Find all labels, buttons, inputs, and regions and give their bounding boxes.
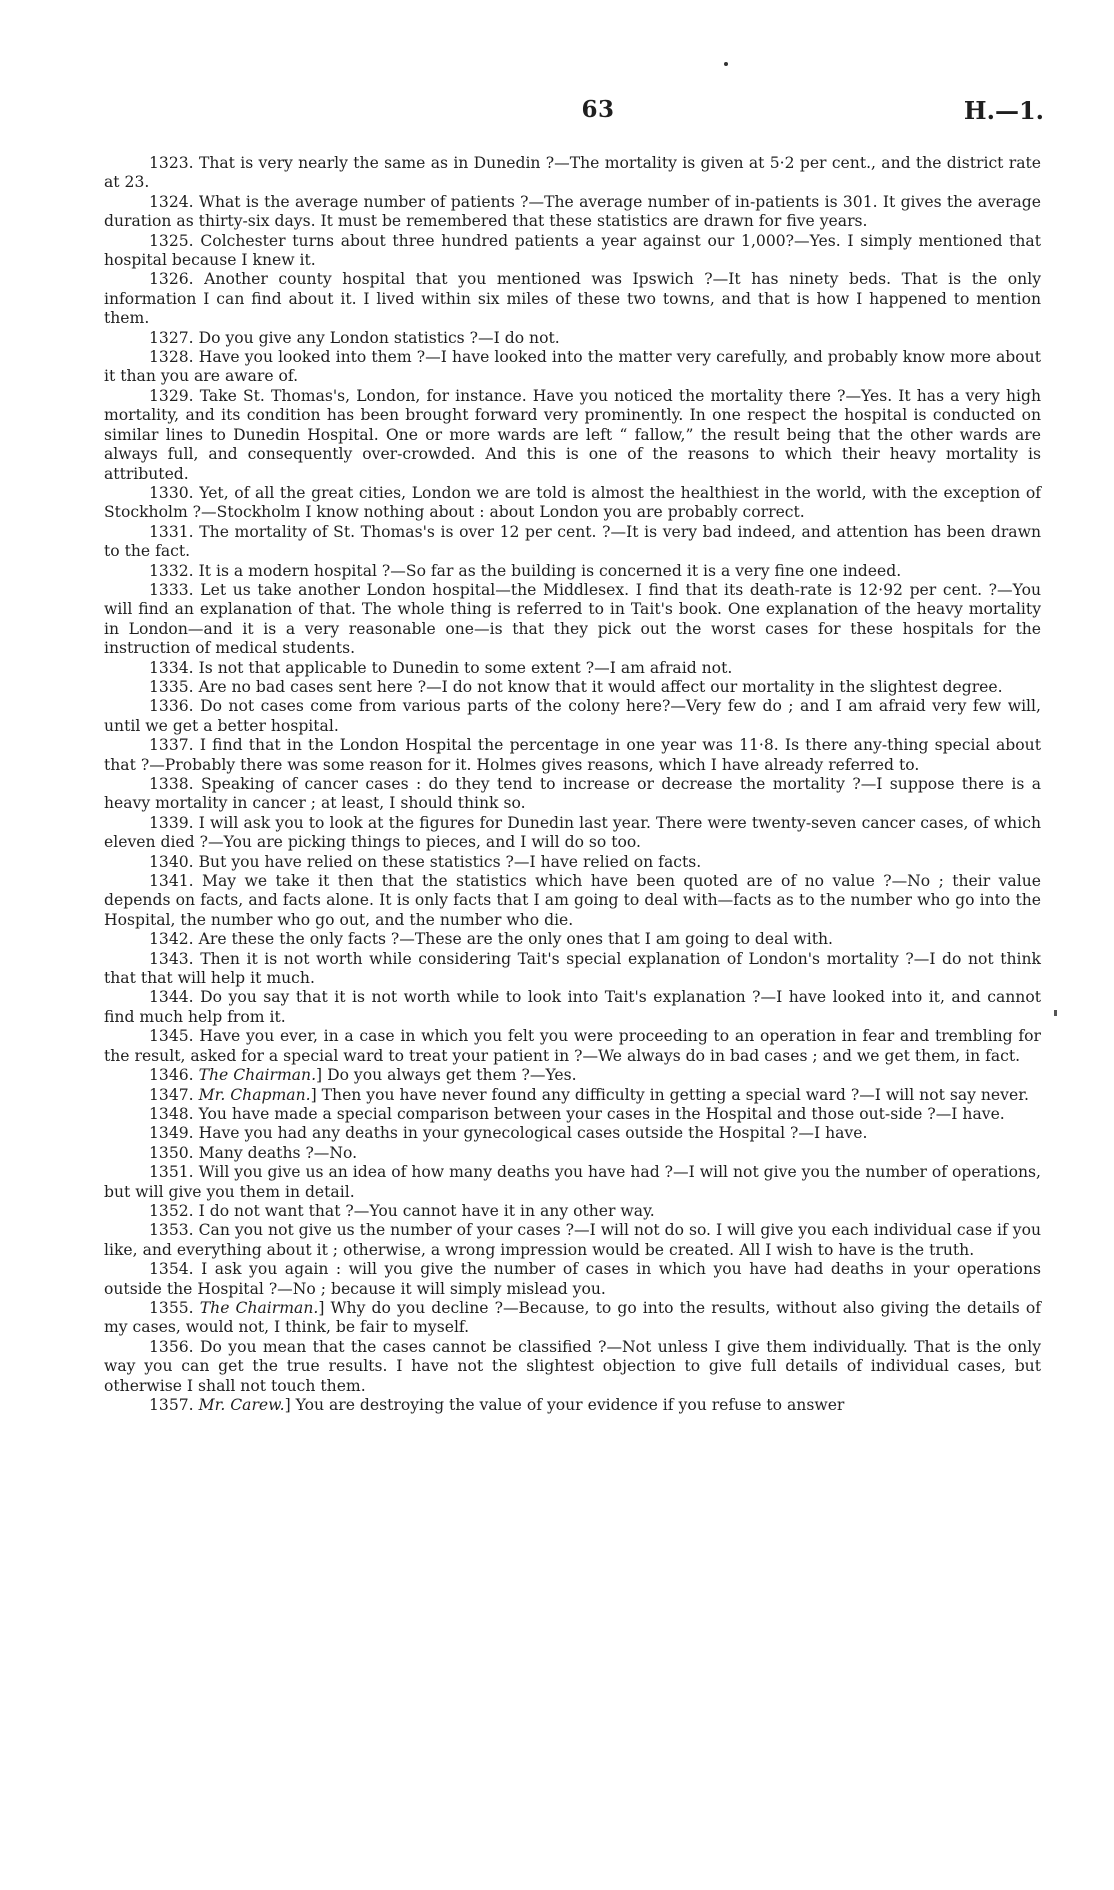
testimony-paragraph: 1339. I will ask you to look at the figures for Dunedin last year. There were twenty-seven cancer cases, of which eleven died ?—You are picking things to pieces, and I will do so too. [104, 813, 1041, 852]
testimony-paragraph: 1338. Speaking of cancer cases : do they tend to increase or decrease the mortality ?—I suppose there is a heavy mortality in cancer ; at least, I should think so. [104, 775, 1041, 813]
ink-mark [1054, 1010, 1057, 1016]
testimony-paragraph: 1345. Have you ever, in a case in which you felt you were proceeding to an operation in fear and trembling for the result, asked for a special ward to treat your patient in ?—We always do in bad cases ; and we get them, in fact. [104, 1027, 1041, 1065]
testimony-paragraph [104, 1086, 1041, 1105]
testimony-paragraph: 1352. I do not want that ?—You cannot have it in any other way. [149, 1201, 655, 1220]
paragraph-text: ] Do you always get them ?—Yes. [316, 1066, 577, 1085]
testimony-paragraph: 1353. Can you not give us the number of your cases ?—I will not do so. I will give you each individual case if you like, and everything about it ; otherwise, a wrong impression would be created. All I wish to have is the truth. [104, 1221, 1042, 1259]
speaker-name: Mr. Carew. [198, 1396, 285, 1414]
testimony-paragraph: 1340. But you have relied on these statistics ?—I have relied on facts. [149, 852, 702, 871]
testimony-paragraph [104, 1396, 1041, 1415]
testimony-paragraph: 1354. I ask you again : will you give the number of cases in which you have had deaths in your operations outside the Hospital ?—No ; because it will simply mislead you. [104, 1260, 1041, 1298]
testimony-paragraph: 1326. Another county hospital that you mentioned was Ipswich ?—It has ninety beds. That is the only information I can find about it. I lived within six miles of these two towns, and that is how I happened to mention them. [104, 270, 1041, 328]
testimony-paragraph: 1343. Then it is not worth while considering Tait's special explanation of London's mortality ?—I do not think that that will help it much. [104, 949, 1041, 988]
testimony-paragraph: 1329. Take St. Thomas's, London, for instance. Have you noticed the mortality there ?—Yes. It has a very high mortality, and its condition has been brought forward very prominently. In one respect the hospital is conducted on similar lines to Dunedin Hospital. One or more wards are left “ fallow,” the result being that the other wards are always full, and consequently over-crowded. And this is one of the reasons to which their heavy mortality is attributed. [104, 386, 1041, 483]
question-number: 1357. [149, 1396, 199, 1414]
paragraph-text: ] Then you have never found any difficulty in getting a special ward ?—I will not say never. [310, 1085, 1029, 1104]
testimony-paragraph: 1334. Is not that applicable to Dunedin to some extent ?—I am afraid not. [149, 658, 733, 677]
testimony-paragraph: 1328. Have you looked into them ?—I have looked into the matter very carefully, and probably know more about it than you are aware of. [104, 348, 1041, 386]
testimony-paragraph: 1337. I find that in the London Hospital the percentage in one year was 11·8. Is there any-thing special about that ?—Probably there was some reason for it. Holmes gives reasons, which I have already referred to. [104, 736, 1041, 774]
question-number: 1347. [149, 1085, 199, 1104]
speaker-name: Mr. Chapman. [198, 1085, 311, 1104]
testimony-paragraph [104, 1299, 1041, 1338]
testimony-paragraph: 1324. What is the average number of patients ?—The average number of in-patients is 301. It gives the average duration as thirty-six days. It must be remembered that these statistics are drawn for five years. [104, 192, 1041, 231]
testimony-paragraph: 1323. That is very nearly the same as in Dunedin ?—The mortality is given at 5·2 per cent., and the district rate at 23. [104, 154, 1041, 192]
testimony-paragraph: 1348. You have made a special comparison between your cases in the Hospital and those out-side ?—I have. [149, 1104, 1005, 1123]
testimony-paragraph: 1336. Do not cases come from various parts of the colony here?—Very few do ; and I am afraid very few will, until we get a better hospital. [104, 697, 1041, 735]
testimony-body [104, 154, 1041, 1415]
testimony-paragraph: 1342. Are these the only facts ?—These are the only ones that I am going to deal with. [149, 930, 833, 949]
testimony-paragraph: 1341. May we take it then that the statistics which have been quoted are of no value ?—No ; their value depends on facts, and facts alone. It is only facts that I am going to deal with—facts as to the number who go into the Hospital, the number who go out, and the number who die. [104, 872, 1041, 929]
testimony-paragraph: 1351. Will you give us an idea of how many deaths you have had ?—I will not give you the number of operations, but will give you them in detail. [104, 1163, 1041, 1201]
testimony-paragraph: 1332. It is a modern hospital ?—So far as the building is concerned it is a very fine one indeed. [149, 561, 902, 580]
paragraph-text: ] You are destroying the value of your evidence if you refuse to answer [284, 1396, 845, 1414]
page-header [138, 96, 1058, 130]
speaker-name: The Chairman. [199, 1298, 319, 1317]
question-number: 1355. [149, 1298, 200, 1317]
testimony-paragraph: 1331. The mortality of St. Thomas's is over 12 per cent. ?—It is very bad indeed, and attention has been drawn to the fact. [104, 522, 1041, 561]
ink-speck [724, 62, 728, 66]
testimony-paragraph: 1350. Many deaths ?—No. [149, 1143, 358, 1162]
question-number: 1346. [149, 1066, 199, 1085]
testimony-paragraph [104, 1066, 1041, 1085]
testimony-paragraph: 1330. Yet, of all the great cities, London we are told is almost the healthiest in the world, with the exception of Stockholm ?—Stockholm I know nothing about : about London you are probably correct. [104, 483, 1041, 522]
testimony-paragraph: 1325. Colchester turns about three hundred patients a year against our 1,000?—Yes. I simply mentioned that hospital because I knew it. [104, 231, 1041, 270]
paragraph-text: ] Why do you decline ?—Because, to go into the results, without also giving the details of my cases, would not, I think, be fair to myself. [104, 1298, 1041, 1337]
testimony-paragraph: 1356. Do you mean that the cases cannot be classified ?—Not unless I give them individually. That is the only way you can get the true results. I have not the slightest objection to give full details of individual cases, but otherwise I shall not touch them. [104, 1337, 1041, 1395]
testimony-paragraph: 1333. Let us take another London hospital—the Middlesex. I find that its death-rate is 12·92 per cent. ?—You will find an explanation of that. The whole thing is referred to in Tait's book. One explanation of the heavy mortality in London—and it is a very reasonable one—is that they pick out the worst cases for these hospitals for the instruction of medical students. [104, 580, 1041, 658]
document-reference: H.—1. [963, 96, 1044, 125]
testimony-paragraph: 1327. Do you give any London statistics ?—I do not. [149, 328, 560, 347]
testimony-paragraph: 1349. Have you had any deaths in your gynecological cases outside the Hospital ?—I have. [149, 1124, 868, 1143]
page-number: 63 [581, 96, 615, 123]
testimony-paragraph: 1335. Are no bad cases sent here ?—I do not know that it would affect our mortality in the slightest degree. [149, 677, 1003, 696]
testimony-paragraph: 1344. Do you say that it is not worth while to look into Tait's explanation ?—I have looked into it, and cannot find much help from it. [104, 988, 1041, 1026]
speaker-name: The Chairman. [198, 1066, 317, 1085]
